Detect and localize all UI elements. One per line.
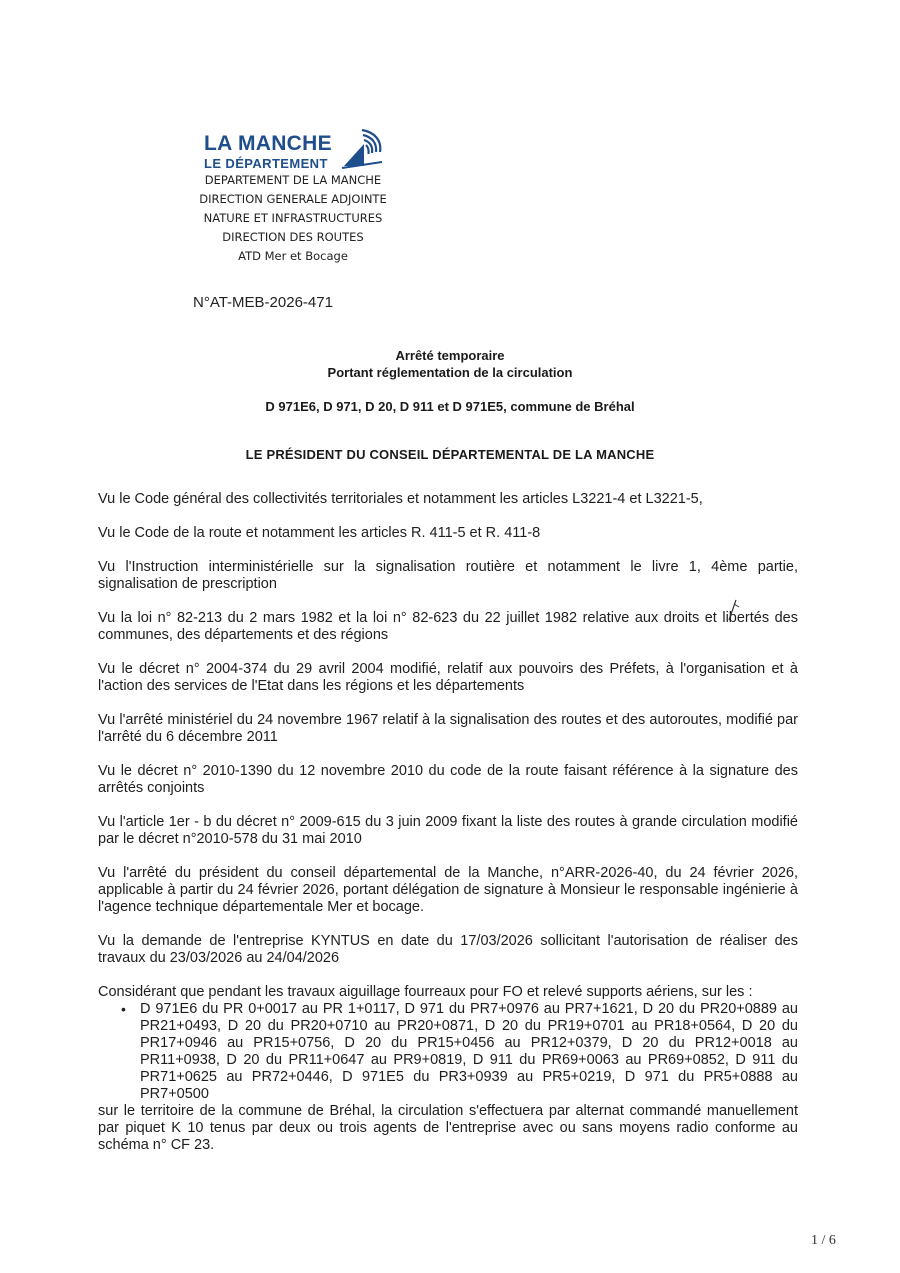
consideration-paragraph: Vu le Code général des collectivités territoriales et notamment les articles L3221-4 et L3221-5, [98, 491, 703, 507]
admin-line: DIRECTION DES ROUTES [222, 230, 364, 244]
handwritten-mark-icon [722, 598, 742, 624]
admin-line: ATD Mer et Bocage [238, 249, 348, 263]
decree-title: Arrêté temporaire [395, 348, 505, 363]
roads-title: D 971E6, D 971, D 20, D 911 et D 971E5, commune de Bréhal [265, 399, 635, 414]
administration-block [160, 171, 426, 266]
consideration-paragraph: Vu l'article 1er - b du décret n° 2009-615 du 3 juin 2009 fixant la liste des routes à grande circulation modifié par le décret n°2010-578 du 31 mai 2010 [98, 814, 798, 847]
decree-reference: N°AT-MEB-2026-471 [193, 294, 333, 311]
admin-line: NATURE ET INFRASTRUCTURES [203, 211, 383, 225]
decree-subtitle: Portant réglementation de la circulation [327, 365, 573, 380]
road-segments-list [98, 1001, 798, 1103]
decree-body [98, 491, 798, 1171]
consideration-paragraph: Vu l'arrêté ministériel du 24 novembre 1967 relatif à la signalisation des routes et des autoroutes, modifié par l'arrêté du 6 décembre 2011 [98, 712, 798, 745]
considering-conclusion: sur le territoire de la commune de Bréhal, la circulation s'effectuera par alternat commandé manuellement par piquet K 10 tenus par deux ou trois agents de l'entreprise avec ou sans moyens radio conforme au schéma n° CF 23. [98, 1103, 798, 1153]
considering-intro: Considérant que pendant les travaux aiguillage fourreaux pour FO et relevé supports aériens, sur les : [98, 984, 753, 1000]
admin-line: DEPARTEMENT DE LA MANCHE [204, 173, 382, 187]
authority-heading: LE PRÉSIDENT DU CONSEIL DÉPARTEMENTAL DE LA MANCHE [245, 447, 655, 462]
sailboat-logo-icon [340, 126, 384, 170]
logo-title: LA MANCHE [204, 132, 332, 155]
consideration-paragraph: Vu la loi n° 82-213 du 2 mars 1982 et la loi n° 82-623 du 22 juillet 1982 relative aux droits et libertés des communes, des départements et des régions [98, 610, 798, 643]
logo-subtitle: LE DÉPARTEMENT [204, 156, 328, 171]
admin-line: DIRECTION GENERALE ADJOINTE [199, 192, 387, 206]
consideration-paragraph: Vu le décret n° 2010-1390 du 12 novembre 2010 du code de la route faisant référence à la signature des arrêtés conjoints [98, 763, 798, 796]
consideration-paragraph: Vu le décret n° 2004-374 du 29 avril 2004 modifié, relatif aux pouvoirs des Préfets, à l'organisation et à l'action des services de l'Etat dans les régions et les départements [98, 661, 798, 694]
road-segments-item: • D 971E6 du PR 0+0017 au PR 1+0117, D 971 du PR7+0976 au PR7+1621, D 20 du PR20+0889 au PR21+0493, D 20 du PR20+0710 au PR20+0871, D 20 du PR19+0701 au PR18+0564, D 20 du PR17+0946 au PR15+0756, D 20 du PR15+0456 au PR12+0379, D 20 du PR12+0018 au PR11+0938, D 20 du PR11+0647 au PR9+0819, D 911 du PR69+0063 au PR69+0852, D 911 du PR71+0625 au PR72+0446, D 971E5 du PR3+0939 au PR5+0219, D 971 du PR5+0888 au PR7+0500 [140, 1001, 798, 1103]
consideration-paragraph: Vu le Code de la route et notamment les articles R. 411-5 et R. 411-8 [98, 525, 541, 541]
page-number: 1 / 6 [811, 1233, 836, 1248]
department-logo [204, 126, 384, 174]
consideration-paragraph: Vu l'Instruction interministérielle sur la signalisation routière et notamment le livre 1, 4ème partie, signalisation de prescription [98, 559, 798, 592]
consideration-paragraph: Vu l'arrêté du président du conseil départemental de la Manche, n°ARR-2026-40, du 24 février 2026, applicable à partir du 24 février 2026, portant délégation de signature à Monsieur le responsable ingénierie à l'agence technique départementale Mer et bocage. [98, 865, 798, 915]
consideration-paragraph: Vu la demande de l'entreprise KYNTUS en date du 17/03/2026 sollicitant l'autorisation de réaliser des travaux du 23/03/2026 au 24/04/2026 [98, 933, 798, 966]
